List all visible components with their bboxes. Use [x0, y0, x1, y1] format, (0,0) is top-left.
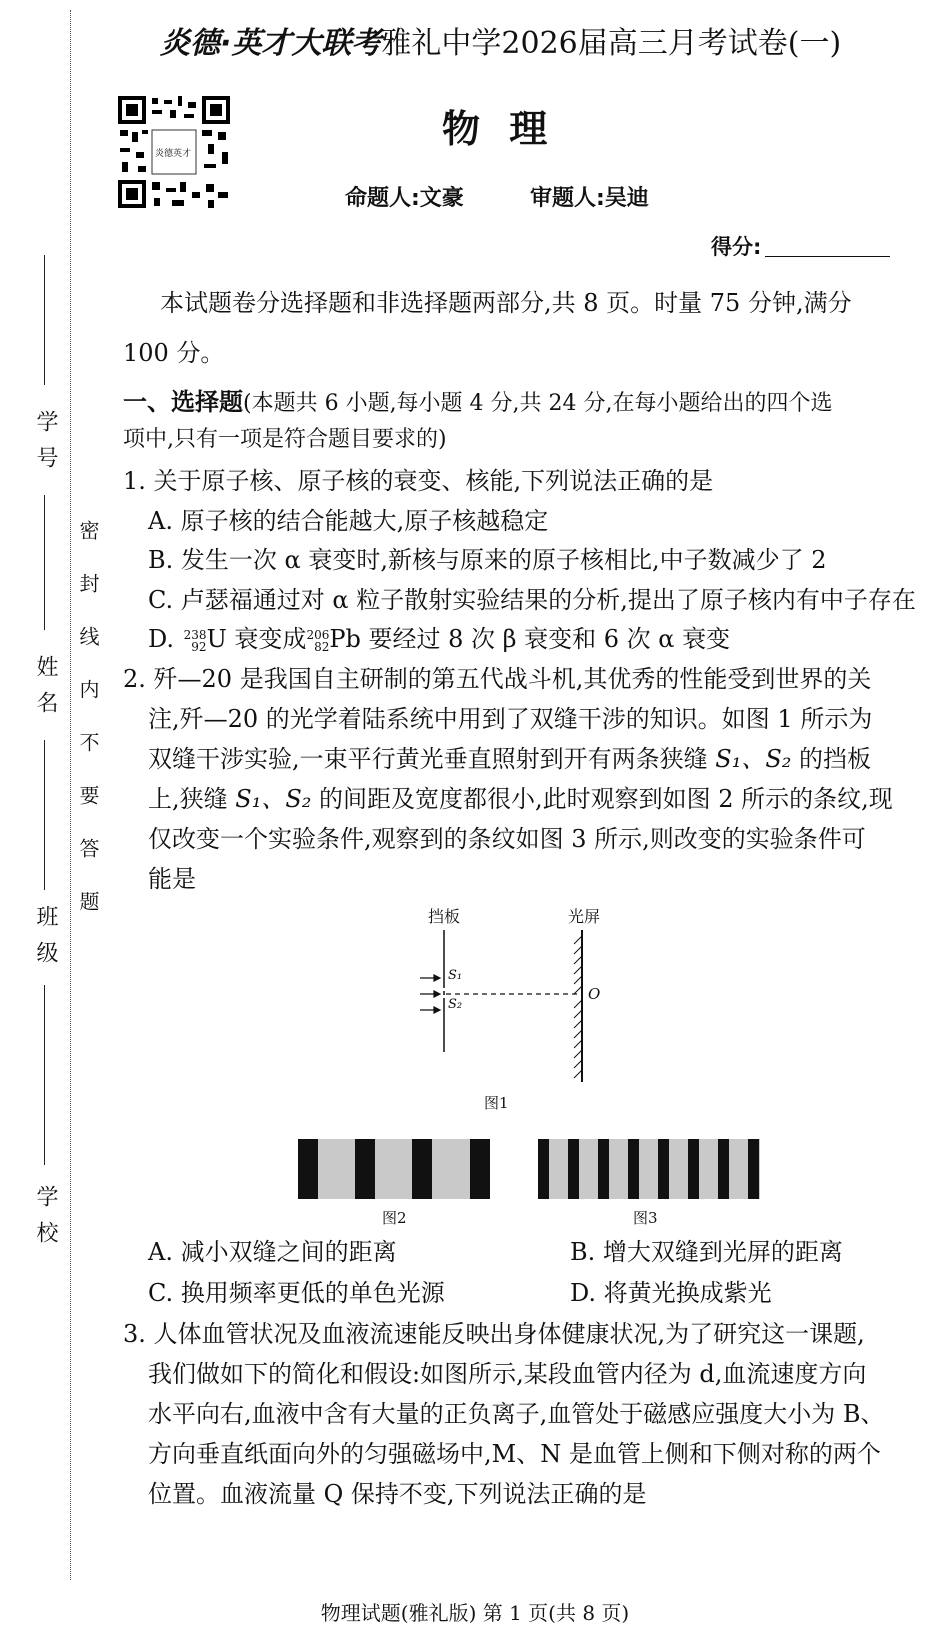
seal-warning-text: 密封线内不要答题	[76, 520, 100, 944]
q1-option-c: C. 卢瑟福通过对 α 粒子散射实验结果的分析,提出了原子核内有中子存在	[148, 586, 916, 614]
section1-title: 一、选择题	[123, 388, 243, 416]
fig2-dark-fringe	[298, 1139, 318, 1199]
fig1-o-label: O	[588, 985, 601, 1003]
fig2-dark-fringe	[412, 1139, 432, 1199]
fig3-dark-fringe	[748, 1139, 759, 1199]
q2-line-2: 注,歼—20 的光学着陆系统中用到了双缝干涉的知识。如图 1 所示为	[148, 705, 873, 733]
u-atomic-number: 92	[191, 639, 207, 654]
q3-line-4: 方向垂直纸面向外的匀强磁场中,M、N 是血管上侧和下侧对称的两个	[148, 1440, 881, 1468]
subject-title: 物 理	[442, 107, 556, 151]
pb-atomic-number: 82	[314, 639, 330, 654]
u-mass-number: 238	[183, 627, 207, 642]
q3-line-2: 我们做如下的简化和假设:如图所示,某段血管内径为 d,血流速度方向	[148, 1360, 867, 1388]
q2-option-c: C. 换用频率更低的单色光源	[148, 1279, 445, 1307]
fig2-dark-fringe	[470, 1139, 490, 1199]
fig3-dark-fringe	[658, 1139, 669, 1199]
page-footer: 物理试题(雅礼版) 第 1 页(共 8 页)	[320, 1601, 630, 1625]
score-label: 得分:	[711, 235, 762, 259]
q2-option-a: A. 减小双缝之间的距离	[148, 1238, 397, 1266]
section1-desc-1: (本题共 6 小题,每小题 4 分,共 24 分,在每小题给出的四个选	[243, 391, 833, 416]
school-line	[44, 985, 45, 1165]
q1-option-b: B. 发生一次 α 衰变时,新核与原来的原子核相比,中子数减少了 2	[148, 546, 827, 574]
qr-center-label: 炎德英才	[155, 149, 192, 159]
q2-line-3a: 双缝干涉实验,一束平行黄光垂直照射到开有两条狭缝	[148, 745, 716, 773]
fig1-s2-label: S₂	[448, 997, 463, 1012]
student-no-line	[44, 255, 45, 385]
reviewer: 审题人:吴迪	[530, 186, 649, 211]
q1-d-tail: 要经过 8 次 β 衰变和 6 次 α 衰变	[360, 625, 731, 653]
pb-mass-number: 206	[306, 627, 330, 642]
q1-d-prefix: D.	[148, 625, 175, 653]
exam-brand: 炎德·英才大联考	[160, 26, 382, 61]
figure-3-fringes	[538, 1139, 760, 1199]
q1-stem: 1. 关于原子核、原子核的衰变、核能,下列说法正确的是	[123, 467, 714, 495]
fig3-caption: 图3	[633, 1209, 658, 1227]
name-label: 姓名	[33, 655, 58, 727]
q2-line-6: 能是	[148, 865, 196, 893]
fig1-barrier-label: 挡板	[428, 907, 461, 926]
name-line	[44, 495, 45, 630]
q2-line-4b: 的间距及宽度都很小,此时观察到如图 2 所示的条纹,现	[311, 785, 893, 813]
exam-title	[160, 18, 841, 62]
fig1-s1-label: S₁	[448, 968, 463, 983]
figure-1	[410, 900, 630, 1120]
q2-slits-2: S₁、S₂	[235, 785, 312, 813]
q1-option-d	[148, 619, 948, 659]
q2-line-3	[148, 739, 948, 779]
q2-option-d: D. 将黄光换成紫光	[570, 1279, 772, 1307]
q2-line-1: 2. 歼—20 是我国自主研制的第五代战斗机,其优秀的性能受到世界的关	[123, 665, 872, 693]
fig3-dark-fringe	[568, 1139, 579, 1199]
fig1-caption: 图1	[484, 1094, 509, 1112]
setter: 命题人:文豪	[345, 186, 464, 211]
u-nuclide-indices	[184, 629, 207, 653]
q3-line-5: 位置。血液流量 Q 保持不变,下列说法正确的是	[148, 1480, 647, 1508]
q2-line-4	[148, 779, 948, 819]
intro-line-2: 100 分。	[123, 339, 225, 367]
pb-symbol: Pb	[329, 625, 361, 653]
q2-option-b: B. 增大双缝到光屏的距离	[570, 1238, 843, 1266]
q2-slits-1: S₁、S₂	[715, 745, 792, 773]
exam-title-rest: 雅礼中学2026届高三月考试卷(一)	[381, 26, 842, 61]
student-no-label: 学号	[33, 410, 58, 482]
fig3-dark-fringe	[718, 1139, 729, 1199]
intro-line-1: 本试题卷分选择题和非选择题两部分,共 8 页。时量 75 分钟,满分	[160, 289, 852, 317]
fig1-screen-label: 光屏	[568, 907, 601, 926]
u-symbol: U	[206, 625, 227, 653]
fig2-caption: 图2	[382, 1209, 407, 1227]
q3-line-3: 水平向右,血液中含有大量的正负离子,血管处于磁感应强度大小为 B、	[148, 1400, 885, 1428]
class-label: 班级	[33, 905, 58, 977]
fig3-dark-fringe	[688, 1139, 699, 1199]
section1-desc-2: 项中,只有一项是符合题目要求的)	[123, 427, 447, 452]
fig3-dark-fringe	[538, 1139, 549, 1199]
q2-line-3b: 的挡板	[791, 745, 872, 773]
q2-line-4a: 上,狭缝	[148, 785, 236, 813]
fig2-dark-fringe	[355, 1139, 375, 1199]
fig3-dark-fringe	[628, 1139, 639, 1199]
section1-header	[123, 382, 923, 424]
class-line	[44, 740, 45, 890]
figure-2-fringes	[298, 1139, 490, 1199]
q3-line-1: 3. 人体血管状况及血液流速能反映出身体健康状况,为了研究这一课题,	[123, 1320, 865, 1348]
score-blank[interactable]	[765, 256, 890, 257]
fig3-dark-fringe	[598, 1139, 609, 1199]
binding-dotted-line	[70, 10, 71, 1580]
q1-option-a: A. 原子核的结合能越大,原子核越稳定	[148, 507, 549, 535]
school-label: 学校	[33, 1185, 58, 1257]
pb-nuclide-indices	[306, 629, 329, 653]
q1-d-mid: 衰变成	[226, 625, 307, 653]
q2-line-5: 仅改变一个实验条件,观察到的条纹如图 3 所示,则改变的实验条件可	[148, 825, 866, 853]
